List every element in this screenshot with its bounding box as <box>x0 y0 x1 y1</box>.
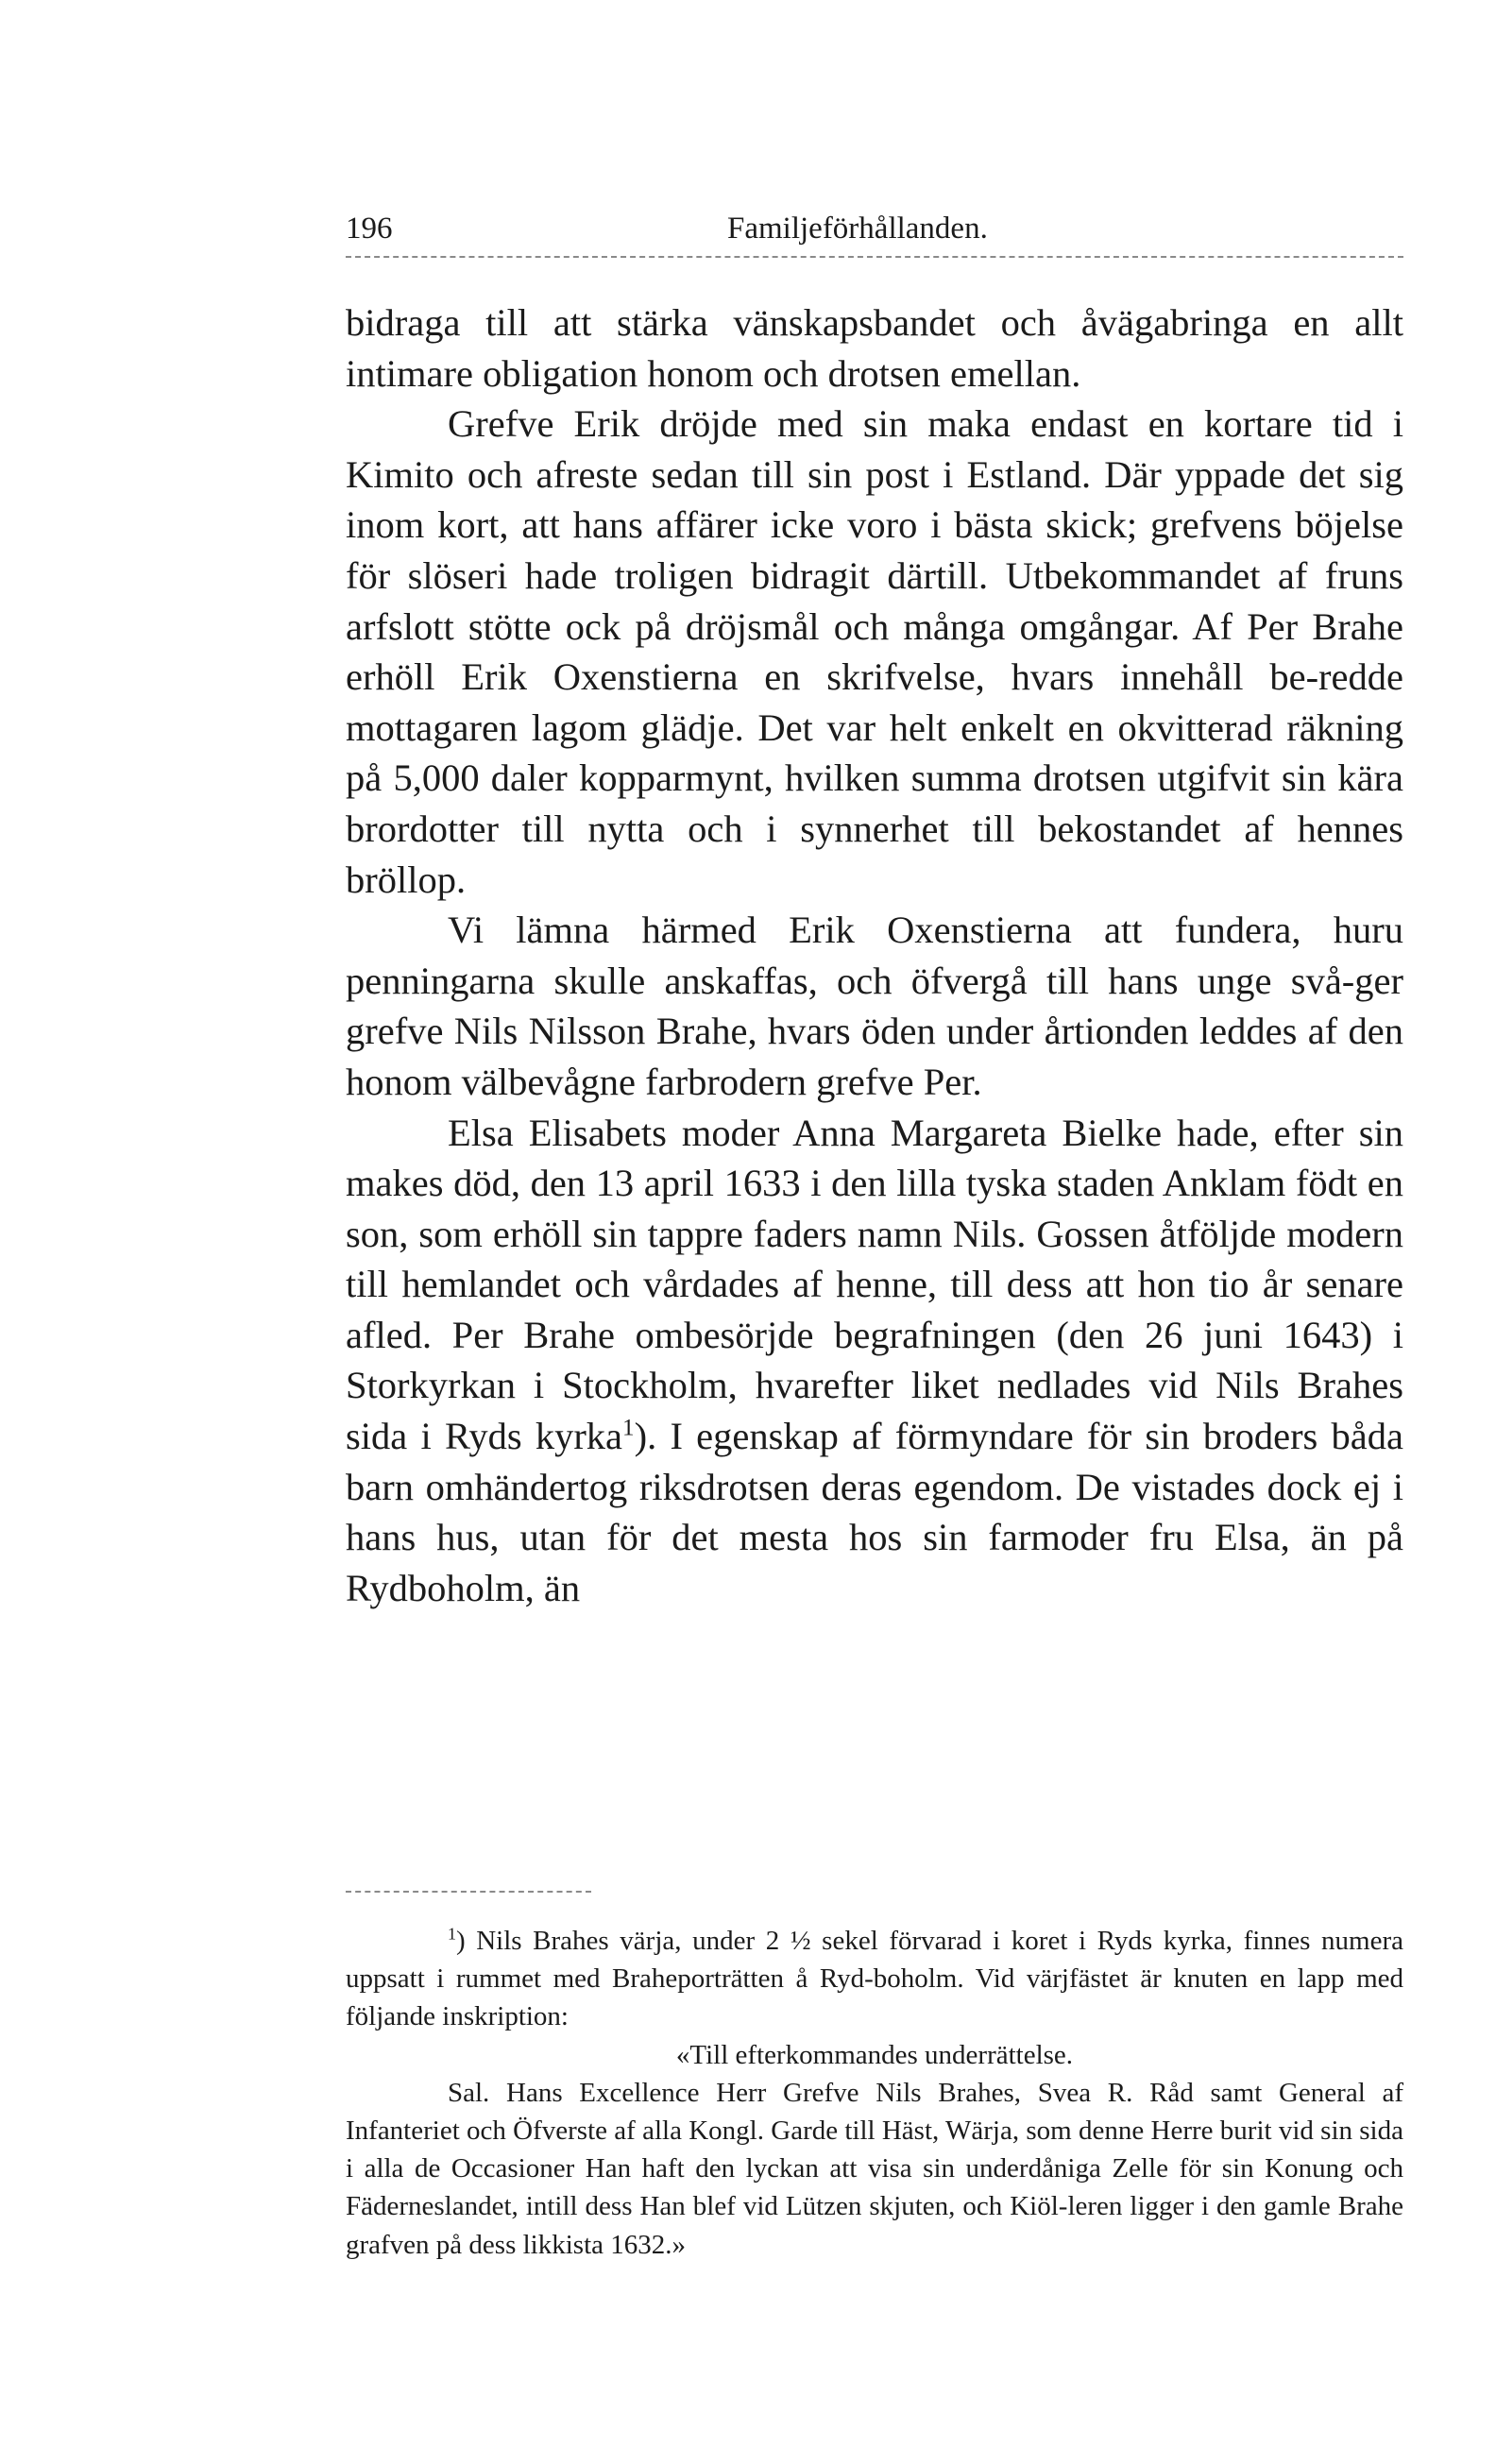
page-number: 196 <box>346 212 393 246</box>
paragraph-4 <box>346 1108 1403 1614</box>
paragraph-1: bidraga till att stärka vänskapsbandet och åvägabringa en allt intimare obligation honom och drotsen emellan. <box>346 301 1403 395</box>
paragraph-4-text-a: Elsa Elisabets moder Anna Margareta Bielke hade, efter sin makes död, den 13 april 1633 i den lilla tyska staden Anklam födt en son, som erhöll sin tappre faders namn Nils. Gossen åtföljde modern till hemlandet och vårdades af henne, till dess att hon tio år senare afled. Per Brahe ombesörjde begrafningen (den 26 juni 1643) i Storkyrkan i Stockholm, hvarefter liket nedlades vid Nils Brahes sida i Ryds kyrka <box>346 1111 1403 1458</box>
paragraph-4-text-b: ). I egenskap af förmyndare för sin broders båda barn omhändertog riksdrotsen deras egendom. De vistades dock ej i hans hus, utan för det mesta hos sin farmoder fru Elsa, än på Rydboholm, än <box>346 1415 1403 1609</box>
footnote-1 <box>346 1922 1403 2036</box>
paragraph-3: Vi lämna härmed Erik Oxenstierna att fundera, huru penningarna skulle anskaffas, och öfvergå till hans unge svå-ger grefve Nils Nilsson Brahe, hvars öden under årtionden leddes af den honom välbevågne farbrodern grefve Per. <box>346 909 1403 1103</box>
footnotes <box>346 1922 1403 2264</box>
page-header <box>346 206 1403 251</box>
paragraph-2: Grefve Erik dröjde med sin maka endast en kortare tid i Kimito och afreste sedan till sin post i Estland. Där yppade det sig inom kort, att hans affärer icke voro i bästa skick; grefvens böjelse för slöseri hade troligen bidragit därtill. Utbekommandet af fruns arfslott stötte ock på dröjsmål och många omgångar. Af Per Brahe erhöll Erik Oxenstierna en skrifvelse, hvars innehåll be-redde mottagaren lagom glädje. Det var helt enkelt en okvitterad räkning på 5,000 daler kopparmynt, hvilken summa drotsen utgifvit sin kära brordotter till nytta och i synnerhet till bekostandet af hennes bröllop. <box>346 402 1403 901</box>
footnote-marker: 1 <box>448 1924 456 1944</box>
running-title: Familjeförhållanden. <box>727 212 988 246</box>
footnote-reference: 1 <box>622 1415 635 1441</box>
header-rule <box>346 256 1403 258</box>
footnote-1-text: ) Nils Brahes värja, under 2 ½ sekel förvarad i koret i Ryds kyrka, finnes numera uppsatt i rummet med Braheporträtten å Ryd-boholm. Vid värjfästet är knuten en lapp med följande inskription: <box>346 1926 1403 2032</box>
footnote-rule <box>346 1891 591 1893</box>
footnote-inscription-title: «Till efterkommandes underrättelse. <box>675 2039 1074 2070</box>
main-text <box>346 297 1403 1613</box>
footnote-inscription-text: Sal. Hans Excellence Herr Grefve Nils Brahes, Svea R. Råd samt General af Infanteriet och Öfverste af alla Kongl. Garde till Häst, Wärja, som denne Herre burit vid sin sida i alla de Occasioner Han haft den lyckan att visa sin underdåniga Zelle för sin Konung och Fäderneslandet, intill dess Han blef vid Lützen skjuten, och Kiöl-leren ligger i den gamle Brahe grafven på dess likkista 1632.» <box>346 2077 1403 2260</box>
